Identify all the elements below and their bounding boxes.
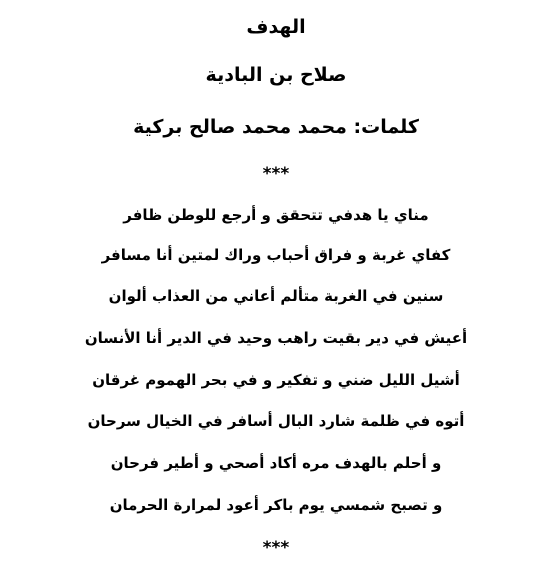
separator-bottom: *** [262,538,290,558]
verse-line: أشيل الليل ضني و تفكير و في بحر الهموم غرقان [92,371,460,389]
verse-line: كفاي غربة و فراق أحباب وراك لمتين أنا مسافر [101,246,451,264]
verse-line: مناي يا هدفي تتحقق و أرجع للوطن ظافر [123,206,429,224]
verse-line: أعيش في دير بقيت راهب وحيد في الدير أنا الأنسان [84,329,468,347]
lyrics-credit: كلمات: محمد محمد صالح بركية [133,116,419,138]
separator-top: *** [262,164,290,184]
verse-line: و تصبح شمسي يوم باكر أعود لمرارة الحرمان [109,496,443,514]
singer-name: صلاح بن البادية [205,64,347,86]
verse-line: سنين في الغربة متألم أعاني من العذاب ألوان [108,287,444,305]
poem-title: الهدف [246,16,306,38]
verse-line: أتوه في ظلمة شارد البال أسافر في الخيال سرحان [87,412,465,430]
verse-line: و أحلم بالهدف مره أكاد أصحي و أطير فرحان [110,454,442,472]
